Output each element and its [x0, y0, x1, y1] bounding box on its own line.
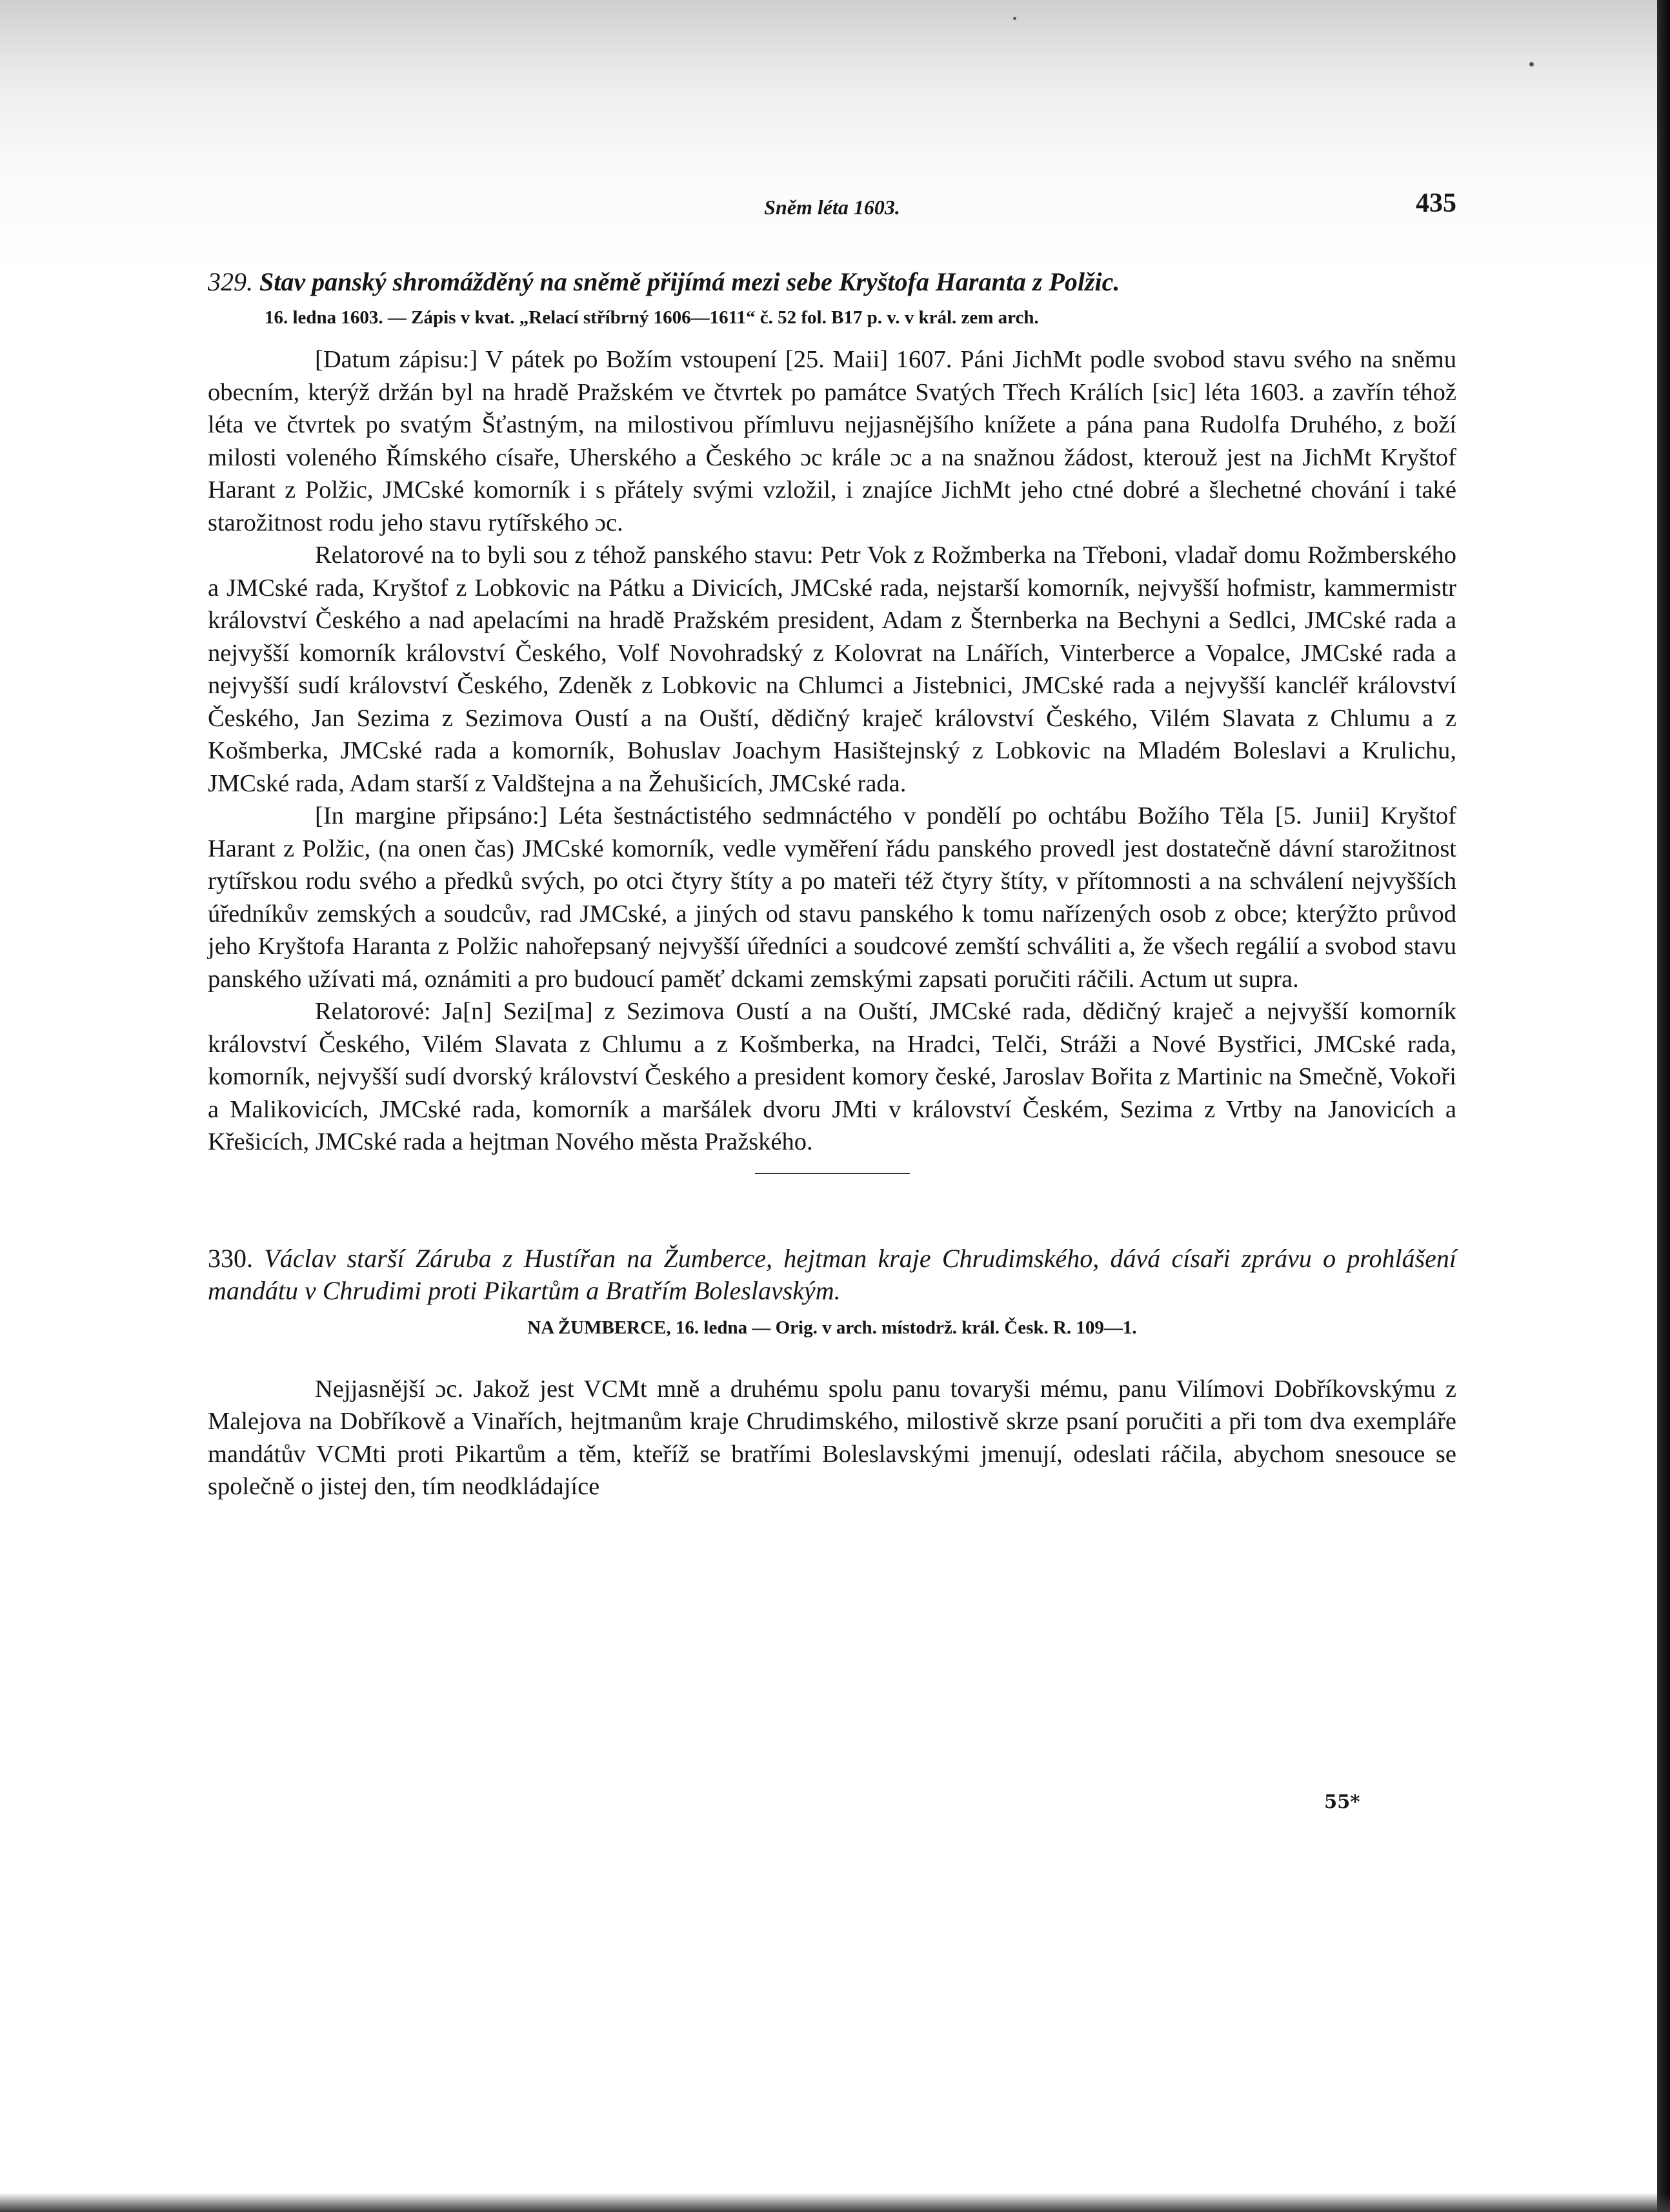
scan-speck	[1529, 62, 1534, 66]
section-330-source: NA ŽUMBERCE, 16. ledna — Orig. v arch. místodrž. král. Česk. R. 109—1.	[527, 1317, 1137, 1338]
scan-speck	[1013, 17, 1016, 20]
signature-mark: 55*	[1324, 1791, 1360, 1812]
section-329-heading	[208, 266, 1456, 298]
scan-edge-right	[1657, 0, 1670, 2212]
document-page	[208, 187, 1456, 1503]
running-header	[208, 187, 1456, 226]
section-number: 329.	[208, 267, 253, 296]
paragraph: [Datum zápisu:] V pátek po Božím vstoupení [25. Maii] 1607. Páni JichMt podle svobod stavu svého na sněmu obecním, kterýž držán byl na hradě Pražském ve čtvrtek po památce Svatých Třech Králích [sic] léta 1603. a zavřín téhož léta ve čtvrtek po svatým Šťastným, na milostivou přímluvu nejjasnějšího knížete a pána pana Rudolfa Druhého, z boží milosti voleného Římského císaře, Uherského a Českého ɔc krále ɔc a na snažnou žádost, kterouž jest na JichMt Kryštof Harant z Polžic, JMCské komorník i s přátely svými vzložil, i znajíce JichMt jeho ctné dobré a šlechetné chování i také starožitnost rodu jeho stavu rytířského ɔc.	[208, 346, 1456, 536]
running-title: Sněm léta 1603.	[764, 196, 900, 219]
section-number: 330.	[208, 1243, 253, 1273]
section-330-heading	[208, 1243, 1456, 1307]
paragraph: Relatorové: Ja[n] Sezi[ma] z Sezimova Oustí a na Ouští, JMCské rada, dědičný kraječ a nejvyšší komorník království Českého, Vilém Slavata z Chlumu a z Košmberka, na Hradci, Telči, Stráži a Nové Bystřici, JMCské rada, komorník, nejvyšší sudí dvorský království Českého a president komory české, Jaroslav Bořita z Martinic na Smečně, Vokoři a Malikovicích, JMCské rada, komorník a maršálek dvoru JMti v království Českém, Sezima z Vrtby na Janovicích a Křešicích, JMCské rada a hejtman Nového města Pražského.	[208, 998, 1456, 1155]
section-title: Stav panský shromážděný na sněmě přijímá mezi sebe Kryštofa Haranta z Polžic.	[259, 267, 1120, 296]
paragraph: [In margine připsáno:] Léta šestnáctistého sedmnáctého v pondělí po ochtábu Božího Těla [5. Junii] Kryštof Harant z Polžic, (na onen čas) JMCské komorník, vedle vyměření řádu panského provedl jest dostatečně dávní starožitnost rytířskou rodu svého a předků svých, po otci čtyry štíty a po mateři též čtyry štíty, v přítomnosti a na schválení nejvyšších úředníkův zemských a soudcův, rad JMCské, a jiných od stavu panského k tomu nařízených osob z obce; kterýžto průvod jeho Kryštofa Haranta z Polžic nahořepsaný nejvyšší úředníci a soudcové zemští schváliti a, že všech regálií a svobod stavu panského užívati má, oznámiti a pro budoucí paměť dckami zemskými zapsati poručiti ráčili. Actum ut supra.	[208, 802, 1456, 993]
paragraph: Nejjasnější ɔc. Jakož jest VCMt mně a druhému spolu panu tovaryši mému, panu Vilímovi Dobříkovskýmu z Malejova na Dobříkově a Vinařích, hejtmanům kraje Chrudimského, milostivě skrze psaní poručiti a při tom dva exempláře mandátův VCMti proti Pikartům a těm, kteříž se bratřími Boleslavskými jmenují, odeslati ráčila, abychom snesouce se společně o jistej den, tím neodkládajíce	[208, 1375, 1456, 1500]
section-329-source: 16. ledna 1603. — Zápis v kvat. „Relací stříbrný 1606—1611“ č. 52 fol. B17 p. v. v král. zem arch.	[265, 307, 1039, 328]
paragraph: Relatorové na to byli sou z téhož panského stavu: Petr Vok z Rožmberka na Třeboni, vladař domu Rožmberského a JMCské rada, Kryštof z Lobkovic na Pátku a Divicích, JMCské rada, nejstarší komorník, nejvyšší hofmistr, kammermistr království Českého a nad apelacími na hradě Pražském president, Adam z Šternberka na Bechyni a Sedlci, JMCské rada a nejvyšší komorník království Českého, Volf Novohradský z Kolovrat na Lnářích, Vinterberce a Vopalce, JMCské rada a nejvyšší sudí království Českého, Zdeněk z Lobkovic na Chlumci a Jistebnici, JMCské rada a nejvyšší kancléř království Českého, Jan Sezima z Sezimova Oustí a na Ouští, dědičný kraječ království Českého, Vilém Slavata z Chlumu a z Košmberka, JMCské rada a komorník, Bohuslav Joachym Hasištejnský z Lobkovic na Mladém Boleslavi a Krulichu, JMCské rada, Adam starší z Valdštejna a na Žehušicích, JMCské rada.	[208, 542, 1456, 797]
scan-edge-bottom	[0, 2193, 1670, 2212]
section-title: Václav starší Záruba z Hustířan na Žumberce, hejtman kraje Chrudimského, dává císaři zprávu o prohlášení mandátu v Chrudimi proti Pikartům a Bratřím Boleslavským.	[208, 1243, 1457, 1305]
section-separator	[755, 1173, 910, 1174]
page-number: 435	[1416, 188, 1456, 218]
